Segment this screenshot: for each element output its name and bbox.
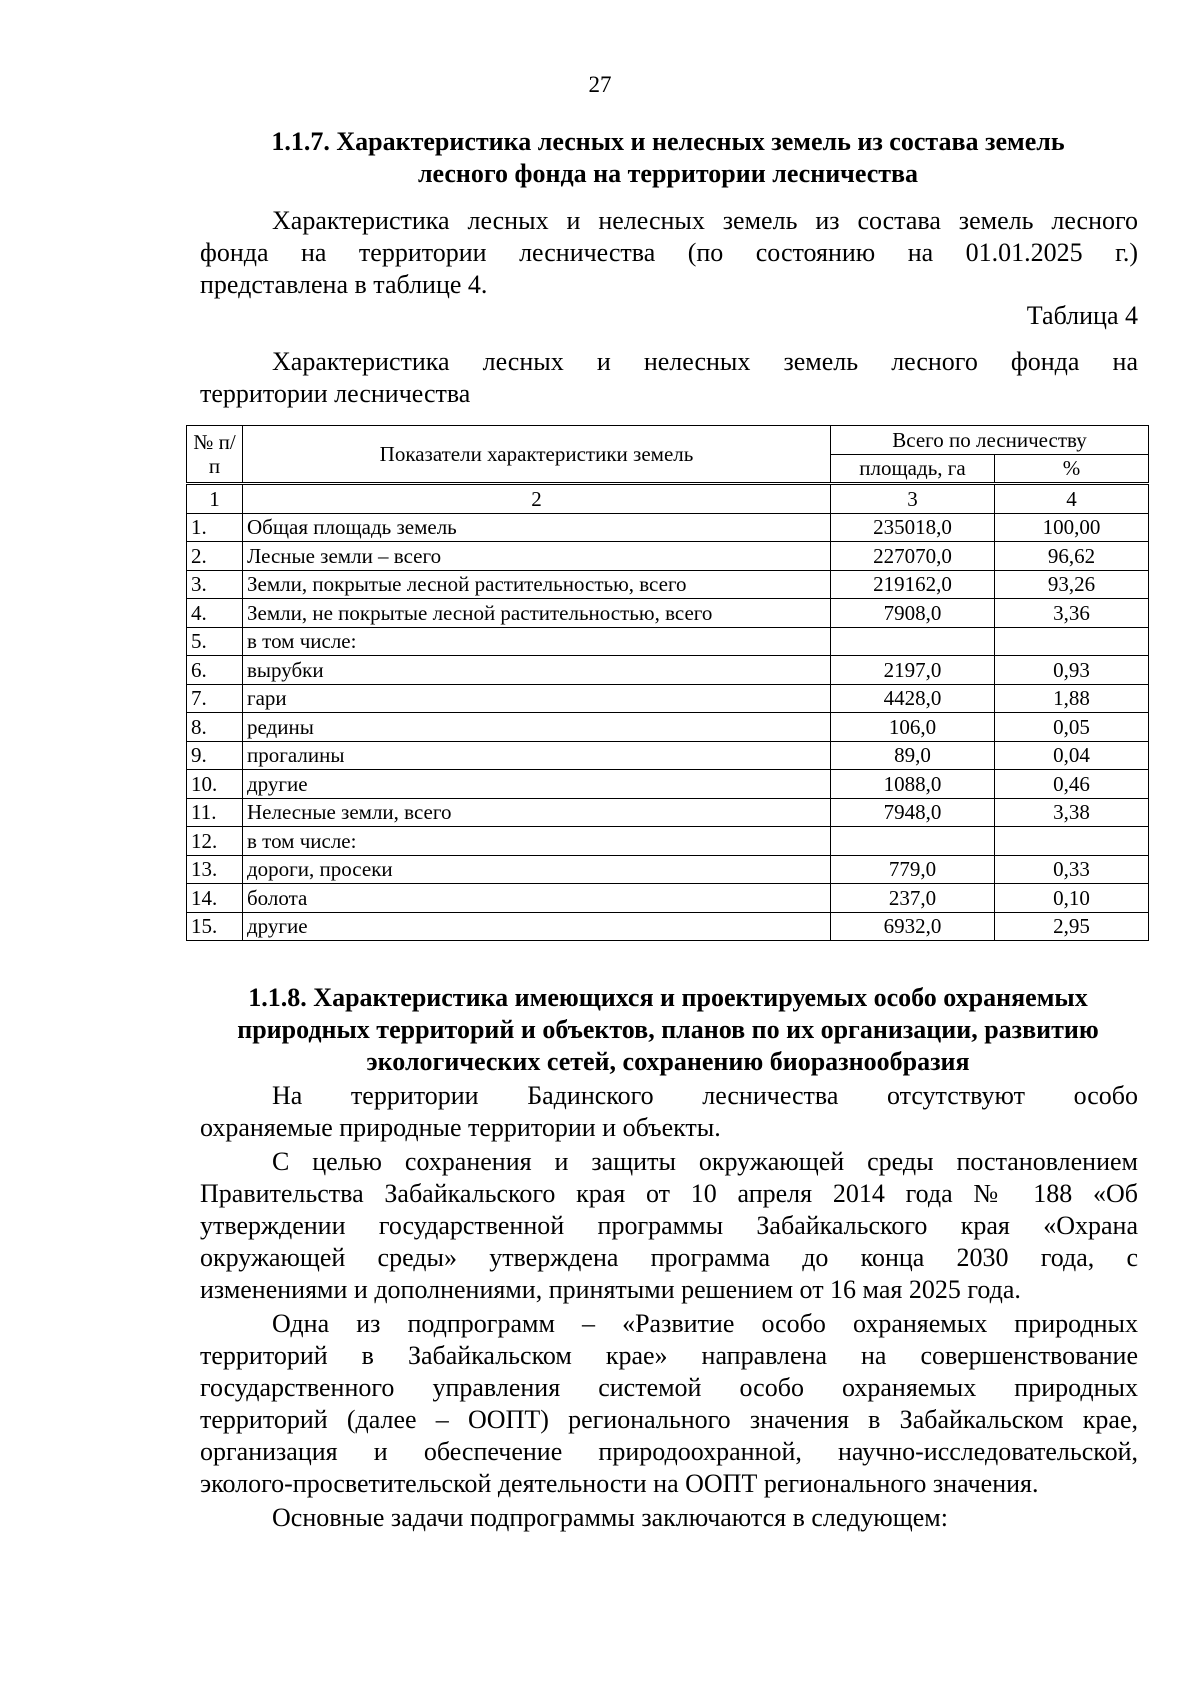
land-characteristics-table: [186, 425, 1149, 941]
paragraph-line: государственного управления системой особо охраняемых природных: [200, 1373, 1138, 1402]
caption-line: территории лесничества: [200, 379, 471, 408]
row-area: 106,0: [831, 713, 995, 742]
row-area: 7908,0: [831, 599, 995, 628]
section-heading-1-1-8: [198, 982, 1138, 1078]
oopt-paragraph-3: [200, 1308, 1138, 1500]
heading-line: 1.1.8. Характеристика имеющихся и проектируемых особо охраняемых: [248, 983, 1088, 1012]
table-row: [187, 770, 1149, 799]
paragraph-line: На территории Бадинского лесничества отсутствуют особо: [272, 1081, 1138, 1110]
row-number: 6.: [187, 656, 243, 685]
oopt-paragraph-4: [200, 1502, 1138, 1534]
paragraph-line: окружающей среды» утверждена программа до конца 2030 года, с: [200, 1243, 1138, 1272]
col-number: 1: [187, 484, 243, 514]
row-number: 10.: [187, 770, 243, 799]
row-number: 11.: [187, 798, 243, 827]
heading-line: экологических сетей, сохранению биоразнообразия: [366, 1047, 970, 1076]
row-area: 1088,0: [831, 770, 995, 799]
row-indicator: Общая площадь земель: [243, 513, 831, 542]
row-number: 8.: [187, 713, 243, 742]
column-number-row: [187, 484, 1149, 514]
page-number: 27: [588, 72, 612, 97]
table-row: [187, 741, 1149, 770]
row-indicator: Земли, покрытые лесной растительностью, всего: [243, 570, 831, 599]
heading-line: лесного фонда на территории лесничества: [417, 159, 919, 188]
oopt-paragraph-2: [200, 1146, 1138, 1306]
row-area: [831, 827, 995, 856]
paragraph-line: Основные задачи подпрограммы заключаются в следующем:: [272, 1503, 948, 1532]
row-indicator: Нелесные земли, всего: [243, 798, 831, 827]
row-percent: [995, 627, 1149, 656]
row-area: 219162,0: [831, 570, 995, 599]
row-indicator: болота: [243, 884, 831, 913]
row-number: 5.: [187, 627, 243, 656]
row-indicator: в том числе:: [243, 627, 831, 656]
table-row: [187, 570, 1149, 599]
row-percent: 0,05: [995, 713, 1149, 742]
row-indicator: Земли, не покрытые лесной растительностью, всего: [243, 599, 831, 628]
paragraph-line: изменениями и дополнениями, принятыми решением от 16 мая 2025 года.: [200, 1275, 1021, 1304]
col-number: 4: [995, 484, 1149, 514]
paragraph-line: С целью сохранения и защиты окружающей среды постановлением: [272, 1147, 1138, 1176]
table-row: [187, 713, 1149, 742]
row-percent: 2,95: [995, 912, 1149, 941]
header-total: Всего по лесничеству: [831, 426, 1149, 455]
table-caption: [200, 346, 1138, 410]
caption-line: Характеристика лесных и нелесных земель лесного фонда на: [272, 347, 1138, 376]
row-number: 4.: [187, 599, 243, 628]
row-area: 227070,0: [831, 542, 995, 571]
row-number: 1.: [187, 513, 243, 542]
header-area: площадь, га: [831, 454, 995, 484]
paragraph-line: фонда на территории лесничества (по состоянию на 01.01.2025 г.): [200, 238, 1138, 267]
row-indicator: прогалины: [243, 741, 831, 770]
section-heading-1-1-7: [198, 126, 1138, 190]
paragraph-line: охраняемые природные территории и объекты.: [200, 1113, 721, 1142]
intro-paragraph: [200, 205, 1138, 301]
row-indicator: вырубки: [243, 656, 831, 685]
row-indicator: дороги, просеки: [243, 855, 831, 884]
row-area: 2197,0: [831, 656, 995, 685]
row-percent: 1,88: [995, 684, 1149, 713]
table-row: [187, 884, 1149, 913]
row-number: 12.: [187, 827, 243, 856]
table-row: [187, 513, 1149, 542]
col-number: 2: [243, 484, 831, 514]
row-number: 7.: [187, 684, 243, 713]
row-area: [831, 627, 995, 656]
header-indicator: Показатели характеристики земель: [243, 426, 831, 484]
row-number: 15.: [187, 912, 243, 941]
row-number: 14.: [187, 884, 243, 913]
row-percent: 3,38: [995, 798, 1149, 827]
paragraph-line: территорий в Забайкальском крае» направлена на совершенствование: [200, 1341, 1138, 1370]
row-area: 7948,0: [831, 798, 995, 827]
row-indicator: в том числе:: [243, 827, 831, 856]
heading-line: 1.1.7. Характеристика лесных и нелесных земель из состава земель: [271, 127, 1065, 156]
row-area: 6932,0: [831, 912, 995, 941]
table-row: [187, 684, 1149, 713]
paragraph-line: эколого-просветительской деятельности на ООПТ регионального значения.: [200, 1469, 1039, 1498]
row-number: 13.: [187, 855, 243, 884]
row-percent: 96,62: [995, 542, 1149, 571]
row-percent: 0,10: [995, 884, 1149, 913]
paragraph-line: представлена в таблице 4.: [200, 270, 488, 299]
header-num: № п/п: [187, 426, 243, 484]
paragraph-line: Правительства Забайкальского края от 10 апреля 2014 года № 188 «Об: [200, 1179, 1138, 1208]
paragraph-line: Характеристика лесных и нелесных земель из состава земель лесного: [272, 206, 1138, 235]
table-row: [187, 912, 1149, 941]
paragraph-line: организация и обеспечение природоохранной, научно-исследовательской,: [200, 1437, 1138, 1466]
row-number: 9.: [187, 741, 243, 770]
row-indicator: другие: [243, 770, 831, 799]
row-percent: 100,00: [995, 513, 1149, 542]
row-area: 89,0: [831, 741, 995, 770]
row-number: 2.: [187, 542, 243, 571]
row-area: 237,0: [831, 884, 995, 913]
row-percent: 0,46: [995, 770, 1149, 799]
row-percent: 0,04: [995, 741, 1149, 770]
header-percent: %: [995, 454, 1149, 484]
row-percent: 0,33: [995, 855, 1149, 884]
col-number: 3: [831, 484, 995, 514]
table-row: [187, 855, 1149, 884]
table-label: Таблица 4: [1026, 301, 1138, 330]
row-indicator: Лесные земли – всего: [243, 542, 831, 571]
table-row: [187, 627, 1149, 656]
paragraph-line: утверждении государственной программы Забайкальского края «Охрана: [200, 1211, 1138, 1240]
row-area: 4428,0: [831, 684, 995, 713]
row-percent: 3,36: [995, 599, 1149, 628]
table-row: [187, 542, 1149, 571]
heading-line: природных территорий и объектов, планов по их организации, развитию: [237, 1015, 1099, 1044]
row-indicator: гари: [243, 684, 831, 713]
row-percent: 93,26: [995, 570, 1149, 599]
oopt-paragraph-1: [200, 1080, 1138, 1144]
paragraph-line: Одна из подпрограмм – «Развитие особо охраняемых природных: [272, 1309, 1138, 1338]
table-row: [187, 656, 1149, 685]
paragraph-line: территорий (далее – ООПТ) регионального значения в Забайкальском крае,: [200, 1405, 1138, 1434]
row-area: 235018,0: [831, 513, 995, 542]
table-row: [187, 599, 1149, 628]
table-row: [187, 798, 1149, 827]
row-number: 3.: [187, 570, 243, 599]
table-row: [187, 827, 1149, 856]
row-indicator: редины: [243, 713, 831, 742]
row-percent: 0,93: [995, 656, 1149, 685]
row-indicator: другие: [243, 912, 831, 941]
row-area: 779,0: [831, 855, 995, 884]
table-body: [187, 484, 1149, 941]
row-percent: [995, 827, 1149, 856]
